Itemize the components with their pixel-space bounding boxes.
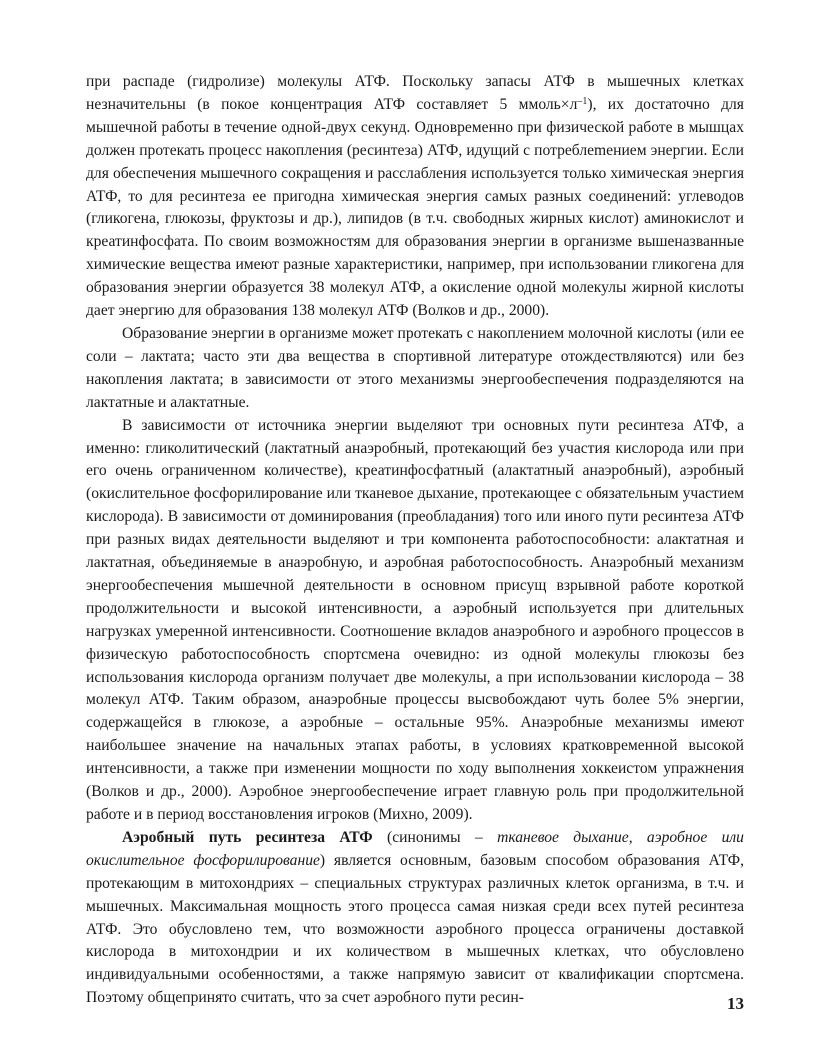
body-text xyxy=(86,71,744,1010)
paragraph-4-text-a: (синонимы – xyxy=(372,828,498,846)
paragraph-3: В зависимости от источника энергии выделяют три основных пути ресинтеза АТФ, а именно: гликолитический (лактатный анаэробный, протекающий без участия кислорода или при его очень ограниченном количестве), креатинфосфатный (алактатный анаэробный), аэробный (окислительное фосфорилирование или тканевое дыхание, протекающее с обязательным участием кислорода). В зависимости от доминирования (преобладания) того или иного пути ресинтеза АТФ при разных видах деятельности выделяют и три компонента работоспособности: алактатная и лактатная, объединяемые в анаэробную, и аэробная работоспособность. Анаэробный механизм энергообеспечения мышечной деятельности в основном присущ взрывной работе короткой продолжительности и высокой интенсивности, а аэробный используется при длительных нагрузках умеренной интенсивности. Соотношение вкладов анаэробного и аэробного процессов в физическую работоспособность спортсмена очевидно: из одной молекулы глюкозы без использования кислорода организм получает две молекулы, а при использовании кислорода – 38 молекул АТФ. Таким образом, анаэробные процессы высвобождают чуть более 5% энергии, содержащейся в глюкозе, а аэробные – остальные 95%. Анаэробные механизмы имеют наибольшее значение на начальных этапах работы, в условиях кратковременной высокой интенсивности, а также при изменении мощности по ходу выполнения хоккеистом упражнения (Волков и др., 2000). Аэробное энергообеспечение играет главную роль при продолжительной работе и в период восстановления игроков (Михно, 2009). xyxy=(86,416,744,823)
paragraph-1-text-b: ), их достаточно для мышечной работы в течение одной-двух секунд. Одновременно при физической работе в мышцах должен протекать процесс накопления (ресинтеза) АТФ, идущий с потреблеmением энергии. Если для обеспечения мышечного сокращения и расслабления используется только химическая энергия АТФ, то для ресинтеза ее пригодна химическая энергия самых разных соединений: углеводов (гликогена, глюкозы, фруктозы и др.), липидов (в т.ч. свободных жирных кислот) аминокислот и креатинфосфата. По своим возможностям для образования энергии в организме вышеназванные химические вещества имеют разные характеристики, например, при использовании гликогена для образования энергии образуется 38 молекул АТФ, а окисление одной молекулы жирной кислоты дает энергию для образования 138 молекул АТФ (Волков и др., 2000). xyxy=(86,95,744,320)
paragraph-4-synonyms: тканевое дыхание, аэробное или окислительное фосфорилирование xyxy=(86,828,744,869)
paragraph-4-text-b: ) является основным, базовым способом образования АТФ, протекающим в митохондриях – специальных структурах различных клеток организма, в т.ч. и мышечных. Максимальная мощность этого процесса самая низкая среди всех путей ресинтеза АТФ. Это обусловлено тем, что возможности аэробного процесса ограничены доставкой кислорода в митохондрии и их количеством в мышечных клетках, что обусловлено индивидуальными особенностями, а также напрямую зависит от квалификации спортсмена. Поэтому общепринято считать, что за счет аэробного пути ресин- xyxy=(86,851,744,1007)
paragraph-4 xyxy=(86,827,744,1010)
paragraph-2: Образование энергии в организме может протекать с накоплением молочной кислоты (или ее соли – лактата; часто эти два вещества в спортивной литературе отождествляются) или без накопления лактата; в зависимости от этого механизмы энергообеспечения подразделяются на лактатные и алактатные. xyxy=(86,324,744,411)
paragraph-1-text-a: при распаде (гидролизе) молекулы АТФ. Поскольку запасы АТФ в мышечных клетках незначительны (в покое концентрация АТФ составляет 5 ммоль×л xyxy=(86,73,744,113)
section-heading-aerobic: Аэробный путь ресинтеза АТФ xyxy=(122,828,373,846)
page-number: 13 xyxy=(727,994,744,1013)
paragraph-1 xyxy=(86,71,744,323)
paragraph-1-superscript: –1 xyxy=(577,95,588,107)
